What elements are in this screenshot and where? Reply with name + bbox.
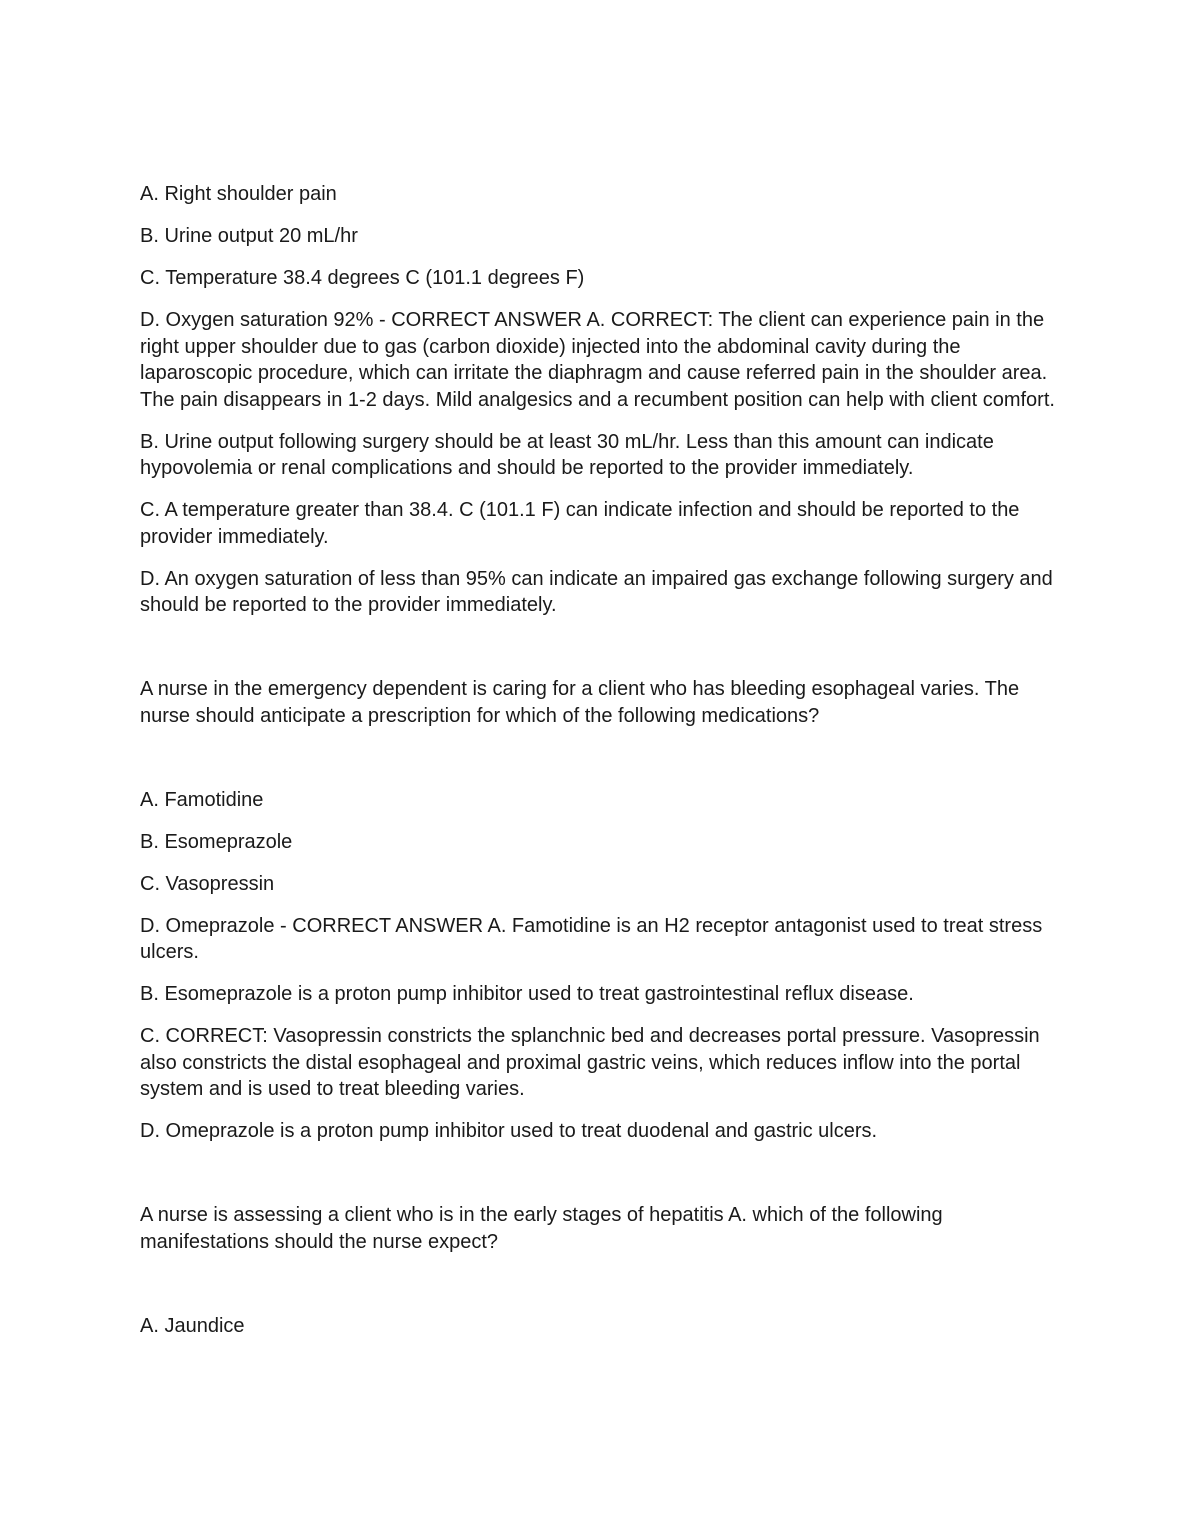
rationale-d: D. Omeprazole is a proton pump inhibitor used to treat duodenal and gastric ulcers.	[140, 1120, 878, 1142]
option-d-answer: D. Omeprazole - CORRECT ANSWER A. Famotidine is an H2 receptor antagonist used to treat stress ulcers.	[140, 914, 1043, 963]
rationale-c: C. CORRECT: Vasopressin constricts the splanchnic bed and decreases portal pressure. Vasopressin also constricts the distal esophageal and proximal gastric veins, which reduces inflow into the portal system and is used to treat bleeding varies.	[140, 1025, 1040, 1100]
question-stem: A nurse is assessing a client who is in the early stages of hepatitis A. which of the following manifestations should the nurse expect?	[140, 1204, 943, 1253]
option-a: A. Famotidine	[140, 788, 264, 811]
spacer	[140, 1271, 1055, 1313]
spacer	[140, 1160, 1055, 1202]
option-c: C. Vasopressin	[140, 872, 275, 895]
option-b: B. Urine output 20 mL/hr	[140, 225, 358, 247]
document-page	[140, 181, 1055, 1355]
option-d-answer: D. Oxygen saturation 92% - CORRECT ANSWER A. CORRECT: The client can experience pain in the right upper shoulder due to gas (carbon dioxide) injected into the abdominal cavity during the laparoscopic procedure, which can irritate the diaphragm and cause referred pain in the shoulder area. The pain disappears in 1-2 days. Mild analgesics and a recumbent position can help with client comfort.	[140, 309, 1055, 411]
rationale-d: D. An oxygen saturation of less than 95% can indicate an impaired gas exchange following surgery and should be reported to the provider immediately.	[140, 567, 1053, 616]
spacer	[140, 745, 1055, 787]
option-a: A. Right shoulder pain	[140, 183, 337, 205]
spacer	[140, 634, 1055, 676]
rationale-b: B. Urine output following surgery should be at least 30 mL/hr. Less than this amount can indicate hypovolemia or renal complications and should be reported to the provider immediately.	[140, 430, 994, 479]
question-stem: A nurse in the emergency dependent is caring for a client who has bleeding esophageal varies. The nurse should anticipate a prescription for which of the following medications?	[140, 678, 1020, 727]
option-c: C. Temperature 38.4 degrees C (101.1 degrees F)	[140, 267, 585, 289]
rationale-c: C. A temperature greater than 38.4. C (101.1 F) can indicate infection and should be reported to the provider immediately.	[140, 499, 1020, 548]
option-b: B. Esomeprazole	[140, 830, 293, 853]
rationale-b: B. Esomeprazole is a proton pump inhibitor used to treat gastrointestinal reflux disease.	[140, 983, 914, 1005]
option-a: A. Jaundice	[140, 1314, 245, 1337]
